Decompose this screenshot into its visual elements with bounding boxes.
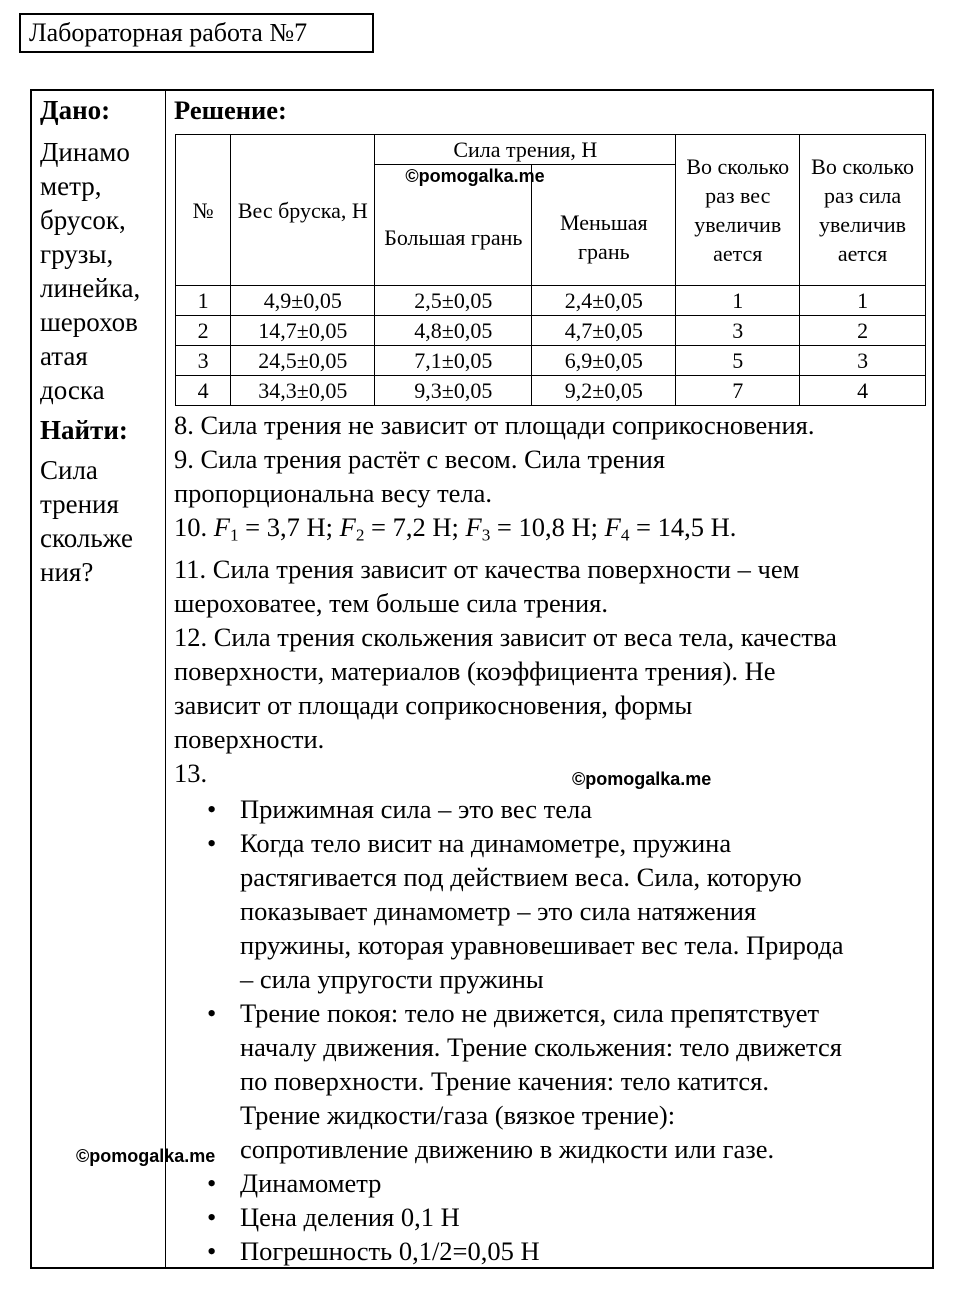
list-item-line: пружины, которая уравновешивает вес тела. Природа bbox=[240, 930, 844, 961]
answer-8: 8. Сила трения не зависит от площади соприкосновения. bbox=[174, 410, 815, 440]
answer-13-list bbox=[174, 792, 929, 1268]
given-column bbox=[40, 91, 162, 589]
list-item-line: • Цена деления 0,1 Н bbox=[240, 1202, 460, 1233]
force-subscript: 4 bbox=[620, 525, 630, 545]
cell-weight: 34,3±0,05 bbox=[231, 376, 375, 406]
cell-weight-times: 5 bbox=[676, 346, 800, 376]
watermark: ©pomogalka.me bbox=[76, 1146, 216, 1166]
results-table bbox=[175, 134, 926, 406]
answer-12-line: 12. Сила трения скольжения зависит от веса тела, качества bbox=[174, 622, 837, 653]
cell-num: 4 bbox=[176, 376, 231, 406]
list-item bbox=[240, 792, 929, 826]
table-row bbox=[176, 316, 926, 346]
cell-small: 6,9±0,05 bbox=[532, 346, 676, 376]
cell-num: 2 bbox=[176, 316, 231, 346]
given-line: метр, bbox=[40, 171, 102, 201]
column-divider bbox=[165, 91, 166, 1267]
cell-weight: 4,9±0,05 bbox=[231, 286, 375, 316]
main-frame bbox=[30, 89, 934, 1269]
find-line: Сила bbox=[40, 455, 98, 485]
cell-force-times: 4 bbox=[800, 376, 926, 406]
cell-small: 9,2±0,05 bbox=[532, 376, 676, 406]
solution-heading: Решение: bbox=[174, 95, 287, 125]
answer-11-line: 11. Сила трения зависит от качества поверхности – чем bbox=[174, 554, 800, 585]
watermark: ©pomogalka.me bbox=[405, 166, 545, 186]
list-item-line: • Динамометр bbox=[240, 1168, 382, 1199]
cell-weight-times: 3 bbox=[676, 316, 800, 346]
answers-block bbox=[174, 408, 929, 1268]
cell-num: 3 bbox=[176, 346, 231, 376]
list-item-line: сопротивление движению в жидкости или газе. bbox=[240, 1134, 775, 1165]
given-line: шерохов bbox=[40, 307, 138, 337]
force-value: = 7,2 Н; bbox=[364, 512, 466, 542]
list-item-line: Трение жидкости/газа (вязкое трение): bbox=[240, 1100, 676, 1131]
force-symbol: F bbox=[604, 512, 621, 542]
cell-num: 1 bbox=[176, 286, 231, 316]
list-item bbox=[240, 1200, 929, 1234]
answer-9-line: 9. Сила трения растёт с весом. Сила трения bbox=[174, 444, 666, 474]
list-item-line: растягивается под действием веса. Сила, которую bbox=[240, 862, 802, 893]
force-value: = 14,5 Н. bbox=[629, 512, 737, 542]
answer-10 bbox=[174, 510, 929, 552]
force-value: = 10,8 Н; bbox=[490, 512, 605, 542]
cell-big: 9,3±0,05 bbox=[375, 376, 532, 406]
list-item-line: • Погрешность 0,1/2=0,05 Н bbox=[240, 1236, 540, 1267]
list-item-line: по поверхности. Трение качения: тело катится. bbox=[240, 1066, 769, 1097]
header-force-times: Во сколько раз сила увеличив ается bbox=[800, 135, 926, 286]
header-num: № bbox=[176, 135, 231, 286]
cell-big: 4,8±0,05 bbox=[375, 316, 532, 346]
force-symbol: F bbox=[213, 512, 230, 542]
list-item-line: • Прижимная сила – это вес тела bbox=[240, 794, 592, 825]
table-row bbox=[176, 286, 926, 316]
header-small-face: Меньшая грань bbox=[532, 165, 676, 286]
list-item-line: началу движения. Трение скольжения: тело движется bbox=[240, 1032, 842, 1063]
cell-force-times: 2 bbox=[800, 316, 926, 346]
cell-small: 2,4±0,05 bbox=[532, 286, 676, 316]
given-line: брусок, bbox=[40, 205, 126, 235]
answer-12-line: зависит от площади соприкосновения, формы bbox=[174, 690, 693, 721]
list-item bbox=[240, 826, 929, 996]
cell-small: 4,7±0,05 bbox=[532, 316, 676, 346]
given-line: Динамо bbox=[40, 137, 130, 167]
answer-9-line: пропорциональна весу тела. bbox=[174, 478, 493, 508]
answer-10-prefix: 10. bbox=[174, 512, 214, 542]
list-item-line: • Трение покоя: тело не движется, сила препятствует bbox=[240, 998, 820, 1029]
solution-column bbox=[174, 91, 926, 127]
answer-11-line: шероховатее, тем больше сила трения. bbox=[174, 588, 608, 619]
given-line: линейка, bbox=[40, 273, 141, 303]
header-weight: Вес бруска, Н bbox=[231, 135, 375, 286]
header-friction: Сила трения, Н bbox=[375, 135, 676, 165]
list-item bbox=[240, 996, 929, 1166]
list-item bbox=[240, 1166, 929, 1200]
given-list bbox=[40, 135, 162, 407]
cell-force-times: 3 bbox=[800, 346, 926, 376]
force-symbol: F bbox=[465, 512, 482, 542]
cell-weight: 14,7±0,05 bbox=[231, 316, 375, 346]
find-heading: Найти: bbox=[40, 415, 128, 445]
force-value: = 3,7 Н; bbox=[238, 512, 340, 542]
find-line: ния? bbox=[40, 557, 94, 587]
given-heading: Дано: bbox=[40, 95, 111, 125]
force-symbol: F bbox=[339, 512, 356, 542]
cell-weight-times: 1 bbox=[676, 286, 800, 316]
cell-weight: 24,5±0,05 bbox=[231, 346, 375, 376]
given-line: грузы, bbox=[40, 239, 114, 269]
find-line: трения bbox=[40, 489, 119, 519]
find-list bbox=[40, 453, 162, 589]
header-weight-times: Во сколько раз вес увеличив ается bbox=[676, 135, 800, 286]
answer-12-line: поверхности. bbox=[174, 724, 325, 755]
force-subscript: 1 bbox=[229, 525, 239, 545]
answer-13-number: 13. bbox=[174, 758, 208, 789]
force-subscript: 2 bbox=[355, 525, 365, 545]
given-line: доска bbox=[40, 375, 105, 405]
watermark: ©pomogalka.me bbox=[572, 769, 712, 790]
table-row bbox=[176, 346, 926, 376]
answer-12-line: поверхности, материалов (коэффициента трения). Не bbox=[174, 656, 776, 687]
answer-13 bbox=[174, 756, 929, 790]
cell-big: 7,1±0,05 bbox=[375, 346, 532, 376]
big-face-label: Большая грань bbox=[384, 224, 523, 250]
cell-force-times: 1 bbox=[800, 286, 926, 316]
header-big-face bbox=[375, 165, 545, 286]
list-item-line: – сила упругости пружины bbox=[240, 964, 544, 995]
cell-big: 2,5±0,05 bbox=[375, 286, 532, 316]
list-item-line: • Когда тело висит на динамометре, пружина bbox=[240, 828, 732, 859]
find-line: скольже bbox=[40, 523, 133, 553]
list-item bbox=[240, 1234, 929, 1268]
page-title: Лабораторная работа №7 bbox=[19, 13, 374, 53]
table-row bbox=[176, 376, 926, 406]
list-item-line: показывает динамометр – это сила натяжения bbox=[240, 896, 757, 927]
force-subscript: 3 bbox=[481, 525, 491, 545]
given-line: атая bbox=[40, 341, 88, 371]
cell-weight-times: 7 bbox=[676, 376, 800, 406]
